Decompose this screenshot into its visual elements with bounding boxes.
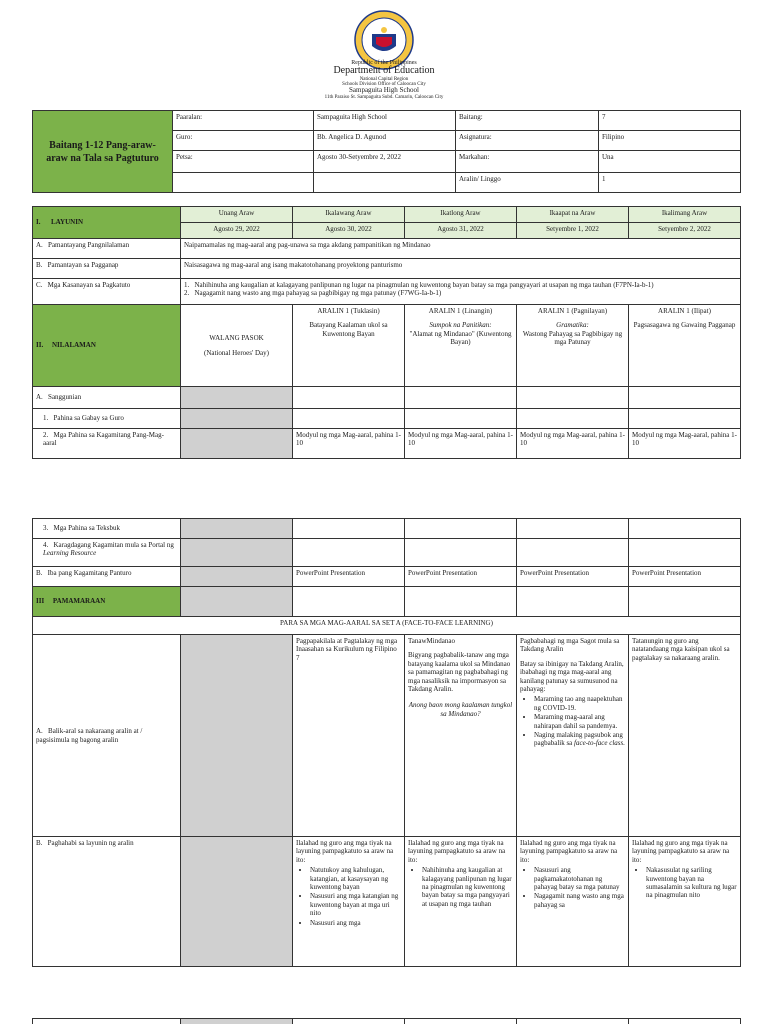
lesson-table-2 <box>32 518 741 967</box>
list-item: • Maraming mag-aaral ang nahirapan dahil sa pandemya. <box>534 713 625 730</box>
layunin-list <box>632 866 737 900</box>
nilalaman-day-2 <box>293 305 405 387</box>
asignatura-value: Filipino <box>599 131 741 151</box>
face-to-face-text: face-to-face class. <box>574 739 625 748</box>
date-1: Agosto 29, 2022 <box>181 223 293 239</box>
aralin-heading: ARALIN 1 (Pagnilayan) <box>537 307 608 315</box>
aralin-subheading: Sumpok na Panitikan: <box>429 321 492 330</box>
petsa-value: Agosto 30-Setyembre 2, 2022 <box>314 151 456 173</box>
activity-title: TanawMindanao <box>408 637 455 645</box>
paghahabi-intro: Ilalahad ng guro ang mga tiyak na layuning pampagkatuto sa araw na ito: <box>632 839 730 864</box>
info-title: Baitang 1-12 Pang-araw-araw na Tala sa Pagtuturo <box>33 111 173 193</box>
paaralan-value: Sampaguita High School <box>314 111 456 131</box>
paghahabi-day-3 <box>405 837 517 967</box>
layunin-heading: I. LAYUNIN <box>33 207 181 239</box>
pamantayang-pangnilalaman-label: A. Pamantayang Pangnilalaman <box>33 239 181 259</box>
nilalaman-day-5 <box>629 305 741 387</box>
modyul-day-2: Modyul ng mga Mag-aaral, pahina 1-10 <box>293 429 405 459</box>
empty-cell <box>181 519 293 539</box>
department-title: Department of Education <box>333 65 435 77</box>
ppt-day-4: PowerPoint Presentation <box>517 567 629 587</box>
nilalaman-heading: II. NILALAMAN <box>33 305 181 387</box>
paghahabi-intro: Ilalahad ng guro ang mga tiyak na layuning pampagkatuto sa araw na ito: <box>296 839 394 864</box>
empty-cell <box>181 587 293 617</box>
petsa-label: Petsa: <box>173 151 314 173</box>
ppt-day-5: PowerPoint Presentation <box>629 567 741 587</box>
empty-cell <box>629 519 741 539</box>
list-item: • Nasusuri ang mga <box>310 919 401 927</box>
nilalaman-day-4 <box>517 305 629 387</box>
learning-resource-text: Learning Resource <box>43 549 97 558</box>
modyul-day-4: Modyul ng mga Mag-aaral, pahina 1-10 <box>517 429 629 459</box>
layunin-list <box>520 866 625 909</box>
paghahabi-label: B. Paghahabi sa layunin ng aralin <box>33 837 181 967</box>
markahan-value: Una <box>599 151 741 173</box>
division-text: Schools Division Office of Caloocan City <box>342 82 426 88</box>
nilalaman-day-1 <box>181 305 293 387</box>
kasanayan-label: C. Mga Kasanayan sa Pagkatuto <box>33 279 181 305</box>
aralin-label: Aralin/ Linggo <box>456 173 599 193</box>
pamantayan-pagganap-label: B. Pamantayan sa Pagganap <box>33 259 181 279</box>
paghahabi-intro: Ilalahad ng guro ang mga tiyak na layuning pampagkatuto sa araw na ito: <box>520 839 618 864</box>
empty-cell <box>405 587 517 617</box>
empty-cell <box>629 539 741 567</box>
nilalaman-day-3 <box>405 305 517 387</box>
iba-pang-label: B. Iba pang Kagamitang Panturo <box>33 567 181 587</box>
day-1: Unang Araw <box>181 207 293 223</box>
aralin-subheading: Gramatika: <box>556 321 589 330</box>
pamantayan-pagganap-value: Naisasagawa ng mag-aaral ang isang makatotohanang proyektong panturismo <box>181 259 741 279</box>
karagdagang-label <box>33 539 181 567</box>
lesson-table-1 <box>32 206 741 459</box>
kasanayan-item: 2. Nagagamit nang wasto ang mga pahayag sa pagbibigay ng mga patunay (F7WG-Ia-b-1) <box>184 289 442 298</box>
empty-cell <box>517 387 629 409</box>
balik-aral-day-5: Tatanungin ng guro ang natatandaang mga kaisipan ukol sa pagtalakay sa nakaraang aralin. <box>629 635 741 837</box>
empty-cell <box>405 387 517 409</box>
empty-cell <box>517 539 629 567</box>
aralin-heading: ARALIN 1 (Ilipat) <box>658 307 711 315</box>
empty-cell <box>405 1019 517 1024</box>
empty-cell <box>293 1019 405 1024</box>
modyul-day-5: Modyul ng mga Mag-aaral, pahina 1-10 <box>629 429 741 459</box>
list-item: • Natutukoy ang kahulugan, katangian, at kasaysayan ng kuwentong bayan <box>310 866 401 891</box>
date-2: Agosto 30, 2022 <box>293 223 405 239</box>
school-address: 11th Paraiso St. Sampaguita Subd. Camarin, Caloocan City <box>324 94 444 100</box>
kasanayan-value <box>181 279 741 305</box>
list-item: • Nasusuri ang mga katangian ng kuwentong bayan at mga uri nito <box>310 892 401 917</box>
list-item: • Nasusuri ang pagkamakatotohanan ng pahayag batay sa mga patunay <box>534 866 625 891</box>
empty-cell <box>181 837 293 967</box>
empty-cell <box>181 567 293 587</box>
empty-cell <box>293 409 405 429</box>
empty-cell <box>629 1019 741 1024</box>
kasanayan-item: 1. Nahihinuha ang kaugalian at kalagayang panlipunan ng lugar na pinagmulan ng kuwentong bayan batay sa mga pangyayari at usapan ng mga tauhan (F7PN-Ia-b-1) <box>184 281 654 289</box>
activity-title: Pagbabahagi ng mga Sagot mula sa Takdang Aralin <box>520 637 620 654</box>
republic-text: Republic of the Philippines <box>351 60 417 66</box>
guro-value: Bb. Angelica D. Agunod <box>314 131 456 151</box>
guro-label: Guro: <box>173 131 314 151</box>
baitang-value: 7 <box>599 111 741 131</box>
school-name: Sampaguita High School <box>349 86 419 95</box>
empty-cell <box>293 539 405 567</box>
empty-cell <box>629 409 741 429</box>
walang-pasok-text: WALANG PASOK <box>209 334 264 343</box>
balik-aral-day-2: Pagpapakilala at Pagtalakay ng mga Inaasahan sa Kurikulum ng Filipino 7 <box>293 635 405 837</box>
aralin-topic: Batayang Kaalaman ukol sa Kuwentong Bayan <box>309 321 388 338</box>
lesson-table-3-fragment <box>32 1018 741 1024</box>
day-5: Ikalimang Araw <box>629 207 741 223</box>
pahina-kagamitan-label: 2. Mga Pahina sa Kagamitang Pang-Mag-aaral <box>33 429 181 459</box>
baitang-label: Baitang: <box>456 111 599 131</box>
empty-cell <box>629 587 741 617</box>
activity-text: Batay sa ibinigay na Takdang Aralin, ibabahagi ng mga mag-aaral ang kanilang patunay sa sumusunod na pahayag: <box>520 659 624 693</box>
list-item: • Nakasusulat ng sariling kuwentong bayan na sumasalamin sa kultura ng lugar na pinagmulan nito <box>646 866 737 900</box>
paghahabi-day-2 <box>293 837 405 967</box>
layunin-list <box>408 866 513 908</box>
paaralan-label: Paaralan: <box>173 111 314 131</box>
holiday-text: (National Heroes' Day) <box>203 348 269 357</box>
aralin-heading: ARALIN 1 (Tuklasin) <box>317 307 380 315</box>
empty-cell <box>181 409 293 429</box>
aralin-topic: Pagsasagawa ng Gawaing Pagganap <box>633 321 736 330</box>
pahayag-list <box>520 695 625 747</box>
day-4: Ikaapat na Araw <box>517 207 629 223</box>
empty-cell <box>314 173 456 193</box>
layunin-list <box>296 866 401 927</box>
textbuk-label: 3. Mga Pahina sa Teksbuk <box>33 519 181 539</box>
aralin-topic: "Alamat ng Mindanao" (Kuwentong Bayan) <box>409 329 512 347</box>
empty-cell <box>517 1019 629 1024</box>
date-3: Agosto 31, 2022 <box>405 223 517 239</box>
empty-cell <box>293 387 405 409</box>
markahan-label: Markahan: <box>456 151 599 173</box>
day-2: Ikalawang Araw <box>293 207 405 223</box>
balik-aral-day-4 <box>517 635 629 837</box>
empty-cell <box>293 519 405 539</box>
list-item: • Nahihinuha ang kaugalian at kalagayang panlipunan ng lugar na pinagmulan ng kuwentong bayan batay sa mga pangyayari at usapan ng mga tauhan <box>422 866 513 908</box>
info-table <box>32 110 741 193</box>
empty-cell <box>173 173 314 193</box>
pamamaraan-heading: III PAMAMARAAN <box>33 587 181 617</box>
paghahabi-day-4 <box>517 837 629 967</box>
karagdagang-text: 4. Karagdagang Kagamitan mula sa Portal ng <box>43 541 174 549</box>
empty-cell <box>517 519 629 539</box>
balik-aral-label: A. Balik-aral sa nakaraang aralin at / pagsisimula ng bagong aralin <box>33 635 181 837</box>
empty-cell <box>517 587 629 617</box>
pahina-guro-label: 1. Pahina sa Gabay sa Guro <box>33 409 181 429</box>
empty-cell <box>181 429 293 459</box>
empty-cell <box>181 539 293 567</box>
empty-cell <box>181 635 293 837</box>
date-5: Setyembre 2, 2022 <box>629 223 741 239</box>
paghahabi-intro: Ilalahad ng guro ang mga tiyak na layuning pampagkatuto sa araw na ito: <box>408 839 506 864</box>
aralin-value: 1 <box>599 173 741 193</box>
empty-cell <box>629 387 741 409</box>
empty-cell <box>33 1019 181 1024</box>
ppt-day-2: PowerPoint Presentation <box>293 567 405 587</box>
empty-cell <box>405 519 517 539</box>
empty-cell <box>181 387 293 409</box>
aralin-topic: Wastong Pahayag sa Pagbibigay ng mga Patunay <box>522 329 623 347</box>
empty-cell <box>293 587 405 617</box>
empty-cell <box>181 1019 293 1024</box>
list-item: • Nagagamit nang wasto ang mga pahayag sa <box>534 892 625 909</box>
paghahabi-day-5 <box>629 837 741 967</box>
date-4: Setyembre 1, 2022 <box>517 223 629 239</box>
activity-question: Anong baon mong kaalaman tungkol sa Mindanao? <box>408 701 513 718</box>
empty-cell <box>517 409 629 429</box>
balik-aral-day-3 <box>405 635 517 837</box>
aralin-heading: ARALIN 1 (Linangin) <box>428 307 493 315</box>
pamantayang-pangnilalaman-value: Naipamamalas ng mag-aaral ang pag-unawa sa mga akdang pampanitikan ng Mindanao <box>181 239 741 259</box>
empty-cell <box>405 539 517 567</box>
sanggunian-label: A. Sanggunian <box>33 387 181 409</box>
ppt-day-3: PowerPoint Presentation <box>405 567 517 587</box>
set-a-banner: PARA SA MGA MAG-AARAL SA SET A (FACE-TO-FACE LEARNING) <box>33 617 741 635</box>
list-item: • Maraming tao ang naapektuhan ng COVID-19. <box>534 695 625 712</box>
activity-text: Bigyang pagbabalik-tanaw ang mga batayang kaalama ukol sa Mindanao sa pamamagitan ng pagbabahagi ng mga nasaliksik na impormasyon sa Takdang Aralin. <box>408 651 511 693</box>
region-text: National Capital Region <box>359 76 409 82</box>
list-item: • Naging malaking pagsubok ang pagbabalik sa face-to-face class. <box>534 731 625 748</box>
empty-cell <box>405 409 517 429</box>
day-3: Ikatlong Araw <box>405 207 517 223</box>
asignatura-label: Asignatura: <box>456 131 599 151</box>
modyul-day-3: Modyul ng mga Mag-aaral, pahina 1-10 <box>405 429 517 459</box>
